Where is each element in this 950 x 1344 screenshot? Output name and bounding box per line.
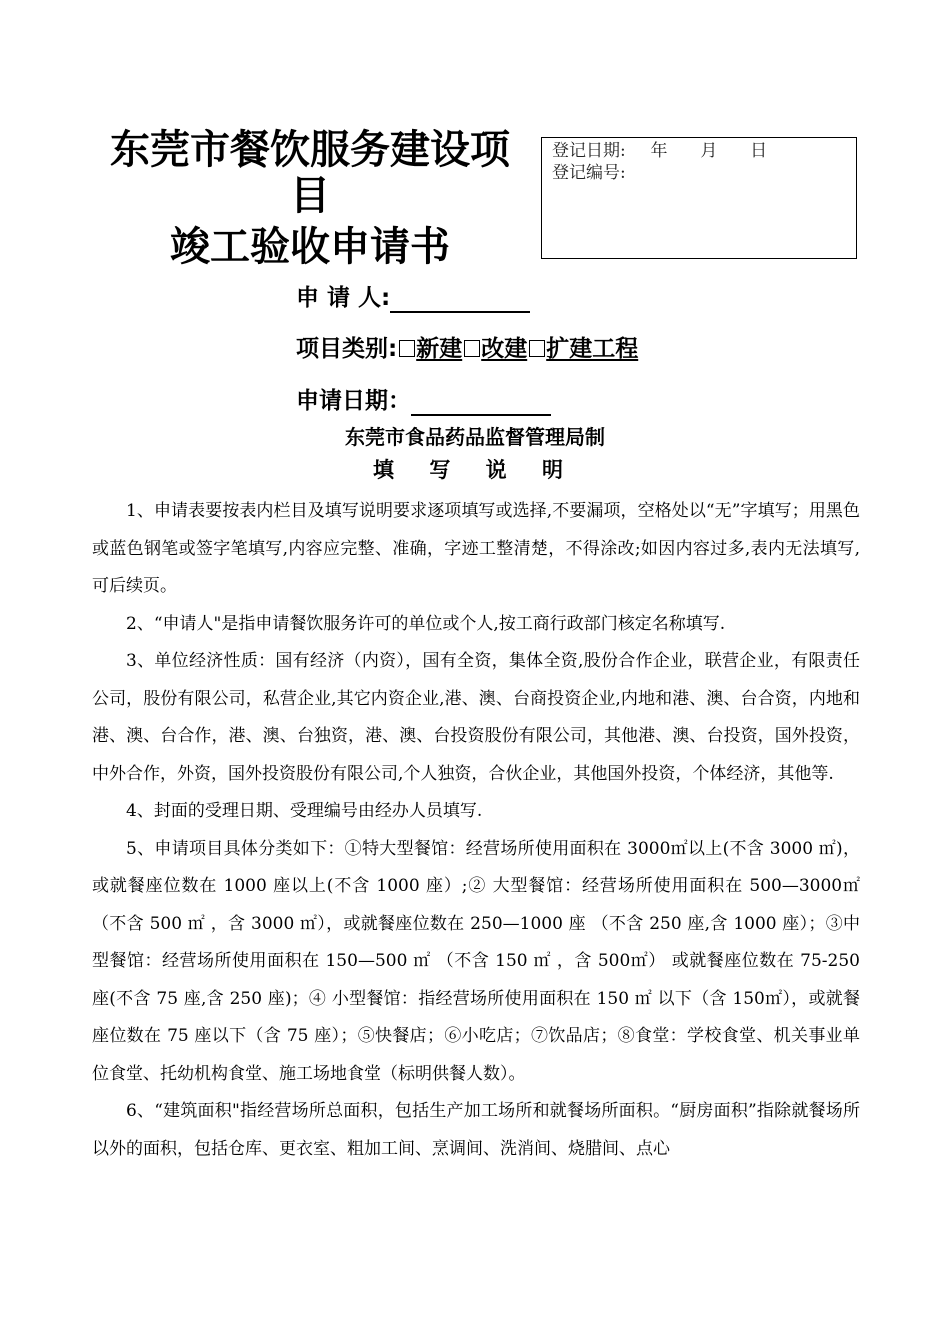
applicant-blank[interactable]	[390, 287, 530, 313]
option-expansion: 扩建工程	[546, 336, 639, 362]
registration-year-label: 年	[650, 141, 668, 161]
instructions-body	[92, 493, 860, 1168]
application-date-blank[interactable]	[411, 390, 551, 416]
instruction-paragraph-4: 4、封面的受理日期、受理编号由经办人员填写.	[126, 801, 483, 821]
issuing-bureau: 东莞市食品药品监督管理局制	[345, 425, 605, 449]
document-title-line-2: 目	[290, 172, 330, 219]
application-date-field	[296, 386, 551, 416]
application-date-label: 申请日期：	[296, 388, 411, 414]
new-build-checkbox[interactable]	[399, 340, 415, 357]
registration-box	[541, 137, 857, 259]
instruction-paragraph-1: 1、申请表要按表内栏目及填写说明要求逐项填写或选择,不要漏项，空格处以“无”字填写；用黑色或蓝色钢笔或签字笔填写,内容应完整、准确，字迹工整清楚，不得涂改;如因内容过多,表内无法填写,可后续页。	[92, 501, 860, 596]
project-category-field	[296, 334, 638, 364]
document-title-line-1: 东莞市餐饮服务建设项	[110, 126, 510, 173]
applicant-label: 申 请 人:	[296, 285, 391, 311]
renovation-checkbox[interactable]	[464, 340, 480, 357]
instruction-paragraph-5: 5、申请项目具体分类如下：①特大型餐馆：经营场所使用面积在 3000㎡以上(不含 3000 ㎡)，或就餐座位数在 1000 座以上(不含 1000 座）;② 大型餐馆：经营场所使用面积在 500—3000㎡（不含 500 ㎡ ，含 3000 ㎡），或就餐座位数在 250—1000 座 （不含 250 座,含 1000 座）；③中型餐馆：经营场所使用面积在 150—500 ㎡ （不含 150 ㎡ ，含 500㎡） 或就餐座位数在 75-250 座(不含 75 座,含 250 座)；④ 小型餐馆：指经营场所使用面积在 150 ㎡ 以下（含 150㎡），或就餐座位数在 75 座以下（含 75 座）；⑤快餐店；⑥小吃店；⑦饮品店；⑧食堂：学校食堂、机关事业单位食堂、托幼机构食堂、施工场地食堂（标明供餐人数）。	[92, 838, 860, 1084]
instruction-paragraph-6: 6、“建筑面积"指经营场所总面积，包括生产加工场所和就餐场所面积。“厨房面积”指除就餐场所以外的面积，包括仓库、更衣室、粗加工间、烹调间、洗消间、烧腊间、点心	[92, 1101, 860, 1159]
instruction-paragraph-3: 3、单位经济性质：国有经济（内资），国有全资，集体全资,股份合作企业，联营企业，有限责任公司，股份有限公司，私营企业,其它内资企业,港、澳、台商投资企业,内地和港、澳、台合资，内地和港、澳、台合作，港、澳、台独资，港、澳、台投资股份有限公司，其他港、澳、台投资，国外投资，中外合作，外资，国外投资股份有限公司,个人独资，合伙企业，其他国外投资，个体经济，其他等.	[92, 651, 860, 784]
document-title-line-3: 竣工验收申请书	[170, 223, 450, 270]
registration-date-row	[552, 140, 846, 162]
registration-number-label: 登记编号:	[552, 163, 626, 183]
registration-day-label: 日	[750, 141, 768, 161]
option-renovation: 改建	[481, 336, 528, 362]
registration-date-label: 登记日期:	[552, 141, 626, 161]
registration-month-label: 月	[700, 141, 718, 161]
applicant-field	[296, 283, 530, 313]
option-new-build: 新建	[416, 336, 463, 362]
expansion-checkbox[interactable]	[529, 340, 545, 357]
project-category-label: 项目类别:	[296, 336, 398, 362]
instructions-title: 填 写 说 明	[373, 458, 577, 482]
instruction-paragraph-2: 2、“申请人"是指申请餐饮服务许可的单位或个人,按工商行政部门核定名称填写.	[126, 613, 726, 634]
